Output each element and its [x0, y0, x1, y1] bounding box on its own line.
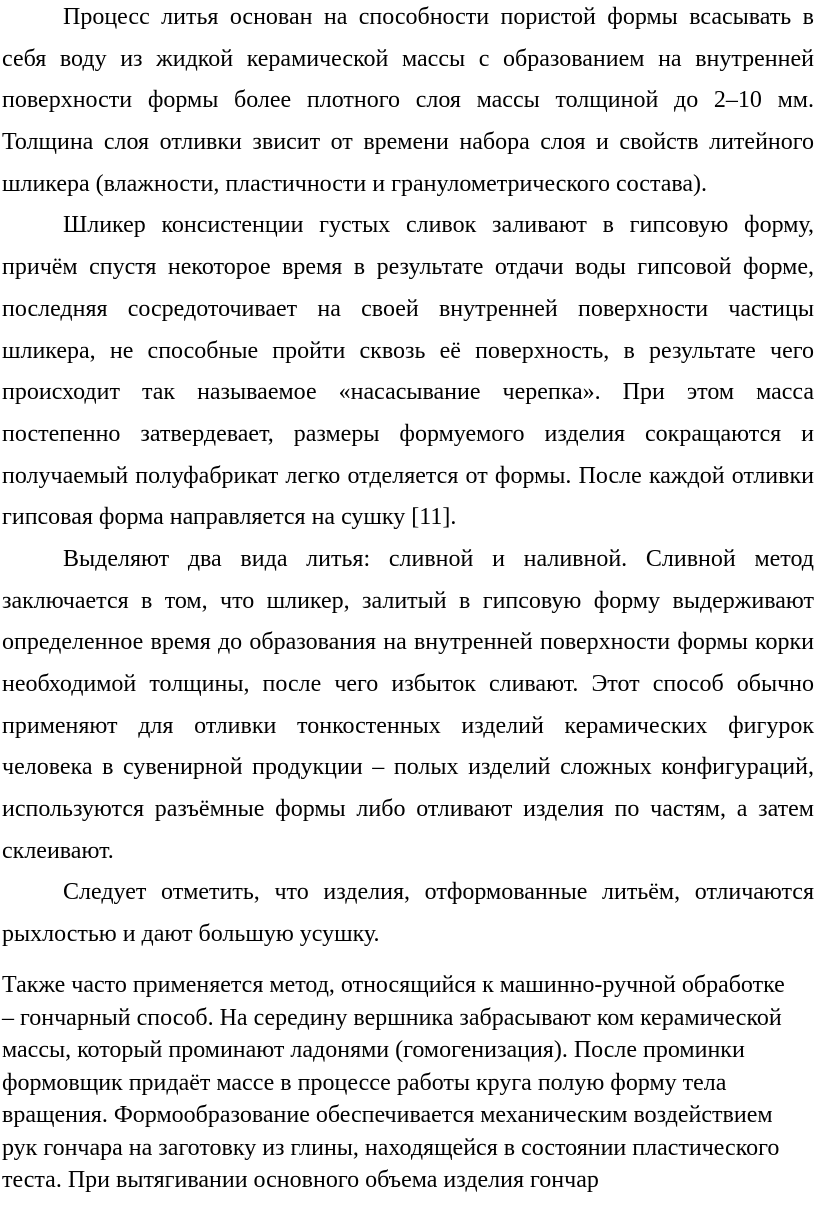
- text-line: гипсовая форма направляется на сушку [11].: [2, 504, 457, 531]
- text-line: массы, который проминают ладонями (гомогенизация). После проминки: [2, 1037, 745, 1063]
- text-line: Процесс литья основан на способности пористой формы всасывать в: [63, 4, 814, 30]
- text-line: Следует отметить, что изделия, отформованные литьём, отличаются: [63, 879, 814, 906]
- text-line: рук гончара на заготовку из глины, находящейся в состоянии пластического: [2, 1134, 780, 1161]
- text-line: – гончарный способ. На середину вершника забрасывают ком керамической: [2, 1004, 782, 1031]
- text-line: склеивают.: [2, 837, 114, 864]
- text-line: используются разъёмные формы либо отливают изделия по частям, а затем: [2, 796, 814, 823]
- paragraph: [2, 872, 814, 955]
- text-line: постепенно затвердевает, размеры формуемого изделия сокращаются и: [2, 420, 814, 447]
- text-line: необходимой толщины, после чего избыток сливают. Этот способ обычно: [2, 671, 814, 697]
- text-line: теста. При вытягивании основного объема изделия гончар: [2, 1167, 599, 1193]
- text-line: рыхлостью и дают большую усушку.: [2, 921, 380, 948]
- text-line: последняя сосредоточивает на своей внутренней поверхности частицы: [2, 295, 814, 322]
- text-line: шликера, не способные пройти сквозь её поверхность, в результате чего: [2, 337, 814, 364]
- text-line: Выделяют два вида литья: сливной и наливной. Сливной метод: [63, 545, 814, 572]
- paragraph-pottery: [2, 969, 814, 1197]
- text-line: Толщина слоя отливки звисит от времени набора слоя и свойств литейного: [2, 129, 814, 156]
- text-line: Шликер консистенции густых сливок заливают в гипсовую форму,: [63, 212, 814, 239]
- paragraph: [2, 539, 814, 873]
- text-line: применяют для отливки тонкостенных изделий керамических фигурок: [2, 712, 814, 739]
- paragraph: [2, 0, 814, 205]
- text-line: вращения. Формообразование обеспечивается механическим воздействием: [2, 1102, 773, 1128]
- text-line: себя воду из жидкой керамической массы с образованием на внутренней: [2, 45, 814, 72]
- document-body: [2, 0, 814, 956]
- text-line: причём спустя некоторое время в результате отдачи воды гипсовой форме,: [2, 254, 814, 281]
- text-line: поверхности формы более плотного слоя массы толщиной до 2–10 мм.: [2, 87, 814, 114]
- text-line: определенное время до образования на внутренней поверхности формы корки: [2, 629, 814, 656]
- text-line: формовщик придаёт массе в процессе работы круга полую форму тела: [2, 1069, 727, 1096]
- paragraph: [2, 205, 814, 539]
- text-line: заключается в том, что шликер, залитый в гипсовую форму выдерживают: [2, 587, 814, 614]
- text-line: человека в сувенирной продукции – полых изделий сложных конфигураций,: [2, 754, 814, 781]
- text-line: шликера (влажности, пластичности и гранулометрического состава).: [2, 170, 708, 197]
- text-line: происходит так называемое «насасывание черепка». При этом масса: [2, 379, 814, 406]
- text-line: получаемый полуфабрикат легко отделяется от формы. После каждой отливки: [2, 462, 814, 489]
- text-line: Также часто применяется метод, относящийся к машинно-ручной обработке: [2, 972, 785, 998]
